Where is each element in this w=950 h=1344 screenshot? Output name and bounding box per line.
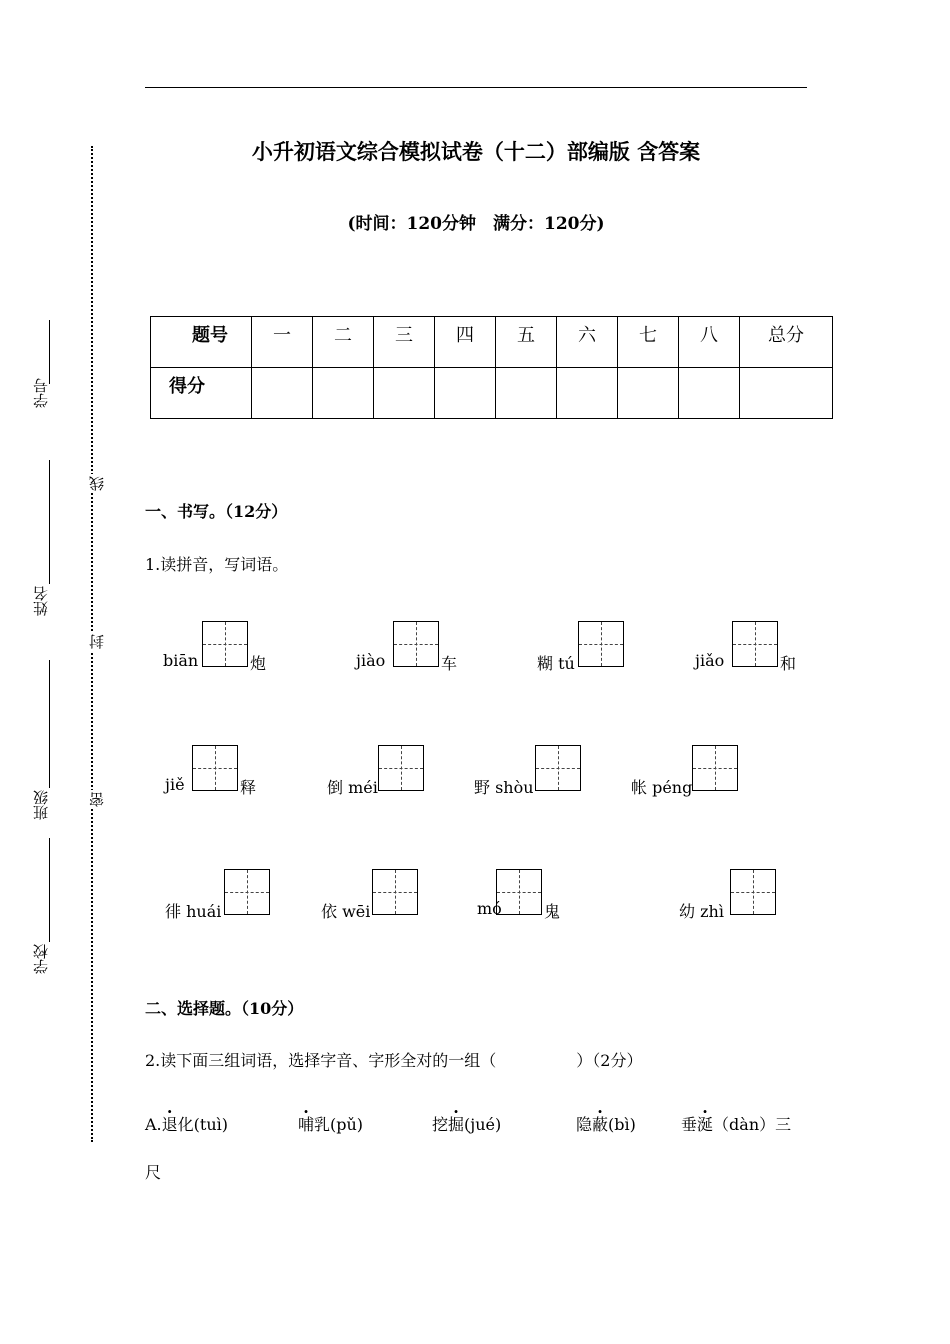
column-header: 二: [313, 317, 374, 368]
pinyin-text: 糊 tú: [537, 654, 575, 673]
pinyin-text: jiào: [356, 651, 386, 670]
seal-mark-secret: 密: [88, 792, 106, 807]
seal-mark-line: 线: [88, 476, 106, 491]
writing-box[interactable]: [202, 621, 248, 667]
word-suffix: 和: [780, 654, 797, 673]
writing-box[interactable]: [378, 745, 424, 791]
score-cell[interactable]: [496, 368, 557, 419]
score-table-score-row: [151, 368, 833, 419]
score-cell[interactable]: [313, 368, 374, 419]
total-score-cell[interactable]: [740, 368, 833, 419]
option-word: 挖掘(jué): [432, 1115, 502, 1134]
writing-box[interactable]: [730, 869, 776, 915]
student-name-blank[interactable]: [49, 460, 50, 584]
column-header: 八: [679, 317, 740, 368]
pinyin-text: 依 wēi: [321, 902, 371, 921]
writing-box[interactable]: [192, 745, 238, 791]
pinyin-text: 徘 huái: [165, 902, 222, 921]
question-text: 2.读下面三组词语，选择字音、字形全对的一组（ ）（2分）: [145, 1051, 643, 1070]
student-number-label: 学号: [32, 378, 50, 408]
pinyin-text: 幼 zhì: [679, 902, 724, 921]
question-text: 1.读拼音，写词语。: [145, 555, 289, 574]
writing-box[interactable]: [732, 621, 778, 667]
option-word: 哺乳(pǔ): [298, 1115, 364, 1134]
score-cell[interactable]: [252, 368, 313, 419]
exam-time-info: (时间：120分钟 满分：120分): [347, 214, 605, 234]
page-title: 小升初语文综合模拟试卷（十二）部编版 含答案: [251, 140, 701, 164]
score-table: [150, 316, 833, 419]
section-heading: 二、选择题。（10分）: [145, 999, 304, 1018]
option-word: 垂涎（dàn）三: [681, 1115, 792, 1134]
pinyin-text: 帐 péng: [631, 778, 693, 797]
top-rule: [145, 87, 807, 88]
option-word: 隐蔽(bì): [576, 1115, 636, 1134]
writing-box[interactable]: [393, 621, 439, 667]
column-header: 三: [374, 317, 435, 368]
student-number-blank[interactable]: [49, 320, 50, 384]
writing-box[interactable]: [496, 869, 542, 915]
writing-box[interactable]: [578, 621, 624, 667]
option-word: 退化(tuì): [161, 1115, 228, 1134]
seal-mark-seal: 封: [88, 634, 106, 649]
word-suffix: 炮: [250, 654, 267, 673]
pinyin-text: biān: [163, 651, 199, 670]
writing-box[interactable]: [692, 745, 738, 791]
word-suffix: 车: [441, 654, 458, 673]
writing-box[interactable]: [372, 869, 418, 915]
section-heading: 一、书写。（12分）: [145, 502, 288, 521]
question-number-header: 题号: [151, 317, 252, 368]
score-row-label: 得分: [151, 368, 252, 419]
score-cell[interactable]: [557, 368, 618, 419]
column-header: 六: [557, 317, 618, 368]
class-blank[interactable]: [49, 660, 50, 788]
student-name-label: 姓名: [32, 586, 50, 616]
pinyin-text: jiǎo: [695, 651, 725, 670]
score-cell[interactable]: [374, 368, 435, 419]
score-cell[interactable]: [679, 368, 740, 419]
word-suffix: 鬼: [544, 902, 561, 921]
column-header: 七: [618, 317, 679, 368]
pinyin-text: mó: [477, 899, 502, 918]
column-header: 四: [435, 317, 496, 368]
writing-box[interactable]: [224, 869, 270, 915]
word-suffix: 释: [240, 778, 257, 797]
pinyin-text: jiě: [165, 775, 185, 794]
option-a[interactable]: [145, 1112, 228, 1135]
score-cell[interactable]: [435, 368, 496, 419]
pinyin-text: 倒 méi: [327, 778, 378, 797]
total-score-header: 总分: [740, 317, 833, 368]
pinyin-text: 野 shòu: [474, 778, 534, 797]
writing-box[interactable]: [535, 745, 581, 791]
score-cell[interactable]: [618, 368, 679, 419]
class-label: 班级: [32, 790, 50, 820]
option-wrap-text: 尺: [145, 1163, 162, 1182]
column-header: 五: [496, 317, 557, 368]
score-table-header-row: [151, 317, 833, 368]
school-blank[interactable]: [49, 838, 50, 942]
option-label: A.: [145, 1115, 162, 1134]
column-header: 一: [252, 317, 313, 368]
school-label: 学校: [32, 944, 50, 974]
